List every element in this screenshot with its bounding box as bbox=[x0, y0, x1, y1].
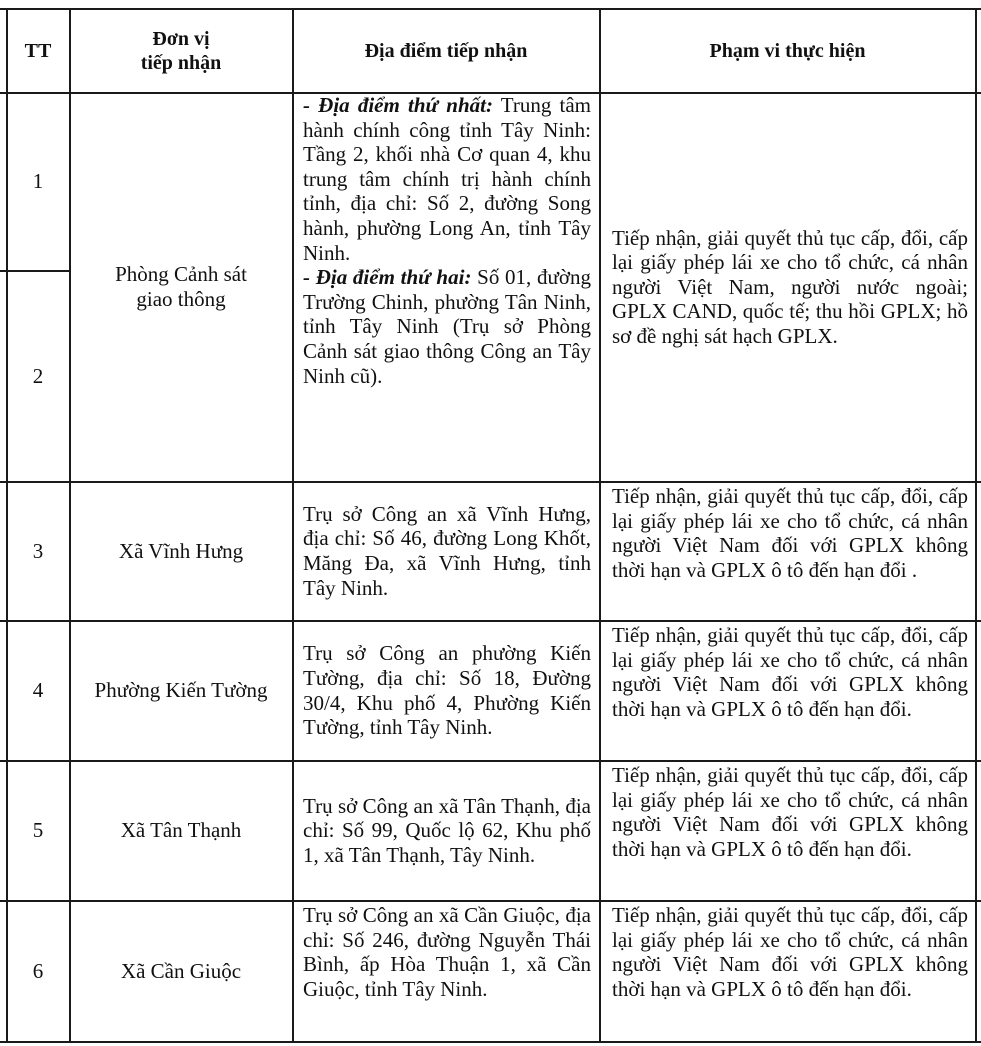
row-4-unit bbox=[70, 621, 292, 760]
tt-value: 4 bbox=[32, 678, 44, 703]
scope-text: Tiếp nhận, giải quyết thủ tục cấp, đổi, cấp lại giấy phép lái xe cho tổ chức, cá nhân người Việt Nam đối với GPLX không thời hạn và GPLX ô tô đến hạn đổi. bbox=[612, 763, 968, 861]
scope-text: Tiếp nhận, giải quyết thủ tục cấp, đổi, cấp lại giấy phép lái xe cho tổ chức, cá nhân người Việt Nam đối với GPLX không thời hạn và GPLX ô tô đến hạn đổi. bbox=[612, 903, 968, 1001]
location-2-label: - Địa điểm thứ hai: bbox=[303, 265, 472, 290]
row-1-2-unit bbox=[70, 93, 292, 481]
location-2-text: Số 01, đường Trường Chinh, phường Tân Ninh, tỉnh Tây Ninh (Trụ sở Phòng Cảnh sát giao thông Công an Tây Ninh cũ). bbox=[303, 265, 591, 388]
row-4-location bbox=[303, 621, 591, 760]
scope-text: Tiếp nhận, giải quyết thủ tục cấp, đổi, cấp lại giấy phép lái xe cho tổ chức, cá nhân người Việt Nam đối với GPLX không thời hạn và GPLX ô tô đến hạn đổi. bbox=[612, 623, 968, 721]
column-border bbox=[599, 8, 601, 1042]
column-border bbox=[975, 8, 977, 1042]
header-unit bbox=[70, 9, 292, 92]
row-5-scope bbox=[612, 763, 968, 900]
row-6-unit bbox=[70, 901, 292, 1041]
location-1-label: - Địa điểm thứ nhất: bbox=[303, 93, 493, 117]
tt-value: 2 bbox=[32, 363, 44, 388]
row-4-tt bbox=[7, 621, 69, 760]
header-unit-line2: tiếp nhận bbox=[140, 51, 222, 74]
row-1-tt bbox=[7, 93, 69, 270]
header-scope bbox=[600, 9, 975, 92]
row-1-2-location bbox=[303, 93, 591, 481]
unit-line1: Phòng Cảnh sát bbox=[115, 262, 247, 287]
row-border bbox=[0, 1041, 981, 1043]
location-text: Trụ sở Công an xã Tân Thạnh, địa chỉ: Số 99, Quốc lộ 62, Khu phố 1, xã Tân Thạnh, Tây Ninh. bbox=[303, 793, 591, 867]
header-scope-label: Phạm vi thực hiện bbox=[709, 39, 866, 62]
row-3-unit bbox=[70, 482, 292, 620]
header-location bbox=[293, 9, 599, 92]
scope-text: Tiếp nhận, giải quyết thủ tục cấp, đổi, cấp lại giấy phép lái xe cho tổ chức, cá nhân người Việt Nam đối với GPLX không thời hạn và GPLX ô tô đến hạn đổi . bbox=[612, 484, 968, 582]
column-border bbox=[292, 8, 294, 1042]
header-location-label: Địa điểm tiếp nhận bbox=[364, 39, 528, 62]
row-3-scope bbox=[612, 484, 968, 620]
location-1-text: Trung tâm hành chính công tỉnh Tây Ninh: Tầng 2, khối nhà Cơ quan 4, khu trung tâm chính trị hành chính tỉnh, địa chỉ: Số 2, đường Song hành, phường Long An, tỉnh Tây Ninh. bbox=[303, 93, 591, 265]
scope-text: Tiếp nhận, giải quyết thủ tục cấp, đổi, cấp lại giấy phép lái xe cho tổ chức, cá nhân người Việt Nam, người nước ngoài; GPLX CAND, quốc tế; thu hồi GPLX; hồ sơ đề nghị sát hạch GPLX. bbox=[612, 225, 968, 348]
unit-name: Xã Tân Thạnh bbox=[120, 818, 242, 843]
row-4-scope bbox=[612, 623, 968, 760]
header-tt bbox=[7, 9, 69, 92]
row-5-unit bbox=[70, 761, 292, 900]
unit-name: Xã Cần Giuộc bbox=[120, 958, 242, 983]
location-text: Trụ sở Công an xã Cần Giuộc, địa chỉ: Số 246, đường Nguyễn Thái Bình, ấp Hòa Thuận 1, xã Cần Giuộc, tỉnh Tây Ninh. bbox=[303, 903, 591, 1001]
row-2-tt bbox=[7, 271, 69, 481]
tt-value: 5 bbox=[32, 818, 44, 843]
row-5-tt bbox=[7, 761, 69, 900]
row-6-tt bbox=[7, 901, 69, 1041]
tt-value: 1 bbox=[32, 169, 44, 194]
location-text: Trụ sở Công an phường Kiến Tường, địa chỉ: Số 18, Đường 30/4, Khu phố 4, Phường Kiến Tường, tỉnh Tây Ninh. bbox=[303, 641, 591, 740]
row-6-scope bbox=[612, 903, 968, 1041]
row-1-2-scope bbox=[612, 93, 968, 481]
unit-line2: giao thông bbox=[136, 287, 226, 311]
unit-name: Phường Kiến Tường bbox=[94, 678, 268, 703]
row-3-tt bbox=[7, 482, 69, 620]
tt-value: 6 bbox=[32, 958, 44, 983]
header-tt-label: TT bbox=[24, 39, 52, 62]
row-3-location bbox=[303, 482, 591, 620]
row-5-location bbox=[303, 761, 591, 900]
row-6-location bbox=[303, 903, 591, 1041]
tt-value: 3 bbox=[32, 538, 44, 563]
unit-name: Xã Vĩnh Hưng bbox=[118, 538, 244, 563]
location-text: Trụ sở Công an xã Vĩnh Hưng, địa chỉ: Số 46, đường Long Khốt, Măng Đa, xã Vĩnh Hưng, tỉnh Tây Ninh. bbox=[303, 501, 591, 600]
header-unit-line1: Đơn vị bbox=[152, 27, 210, 50]
